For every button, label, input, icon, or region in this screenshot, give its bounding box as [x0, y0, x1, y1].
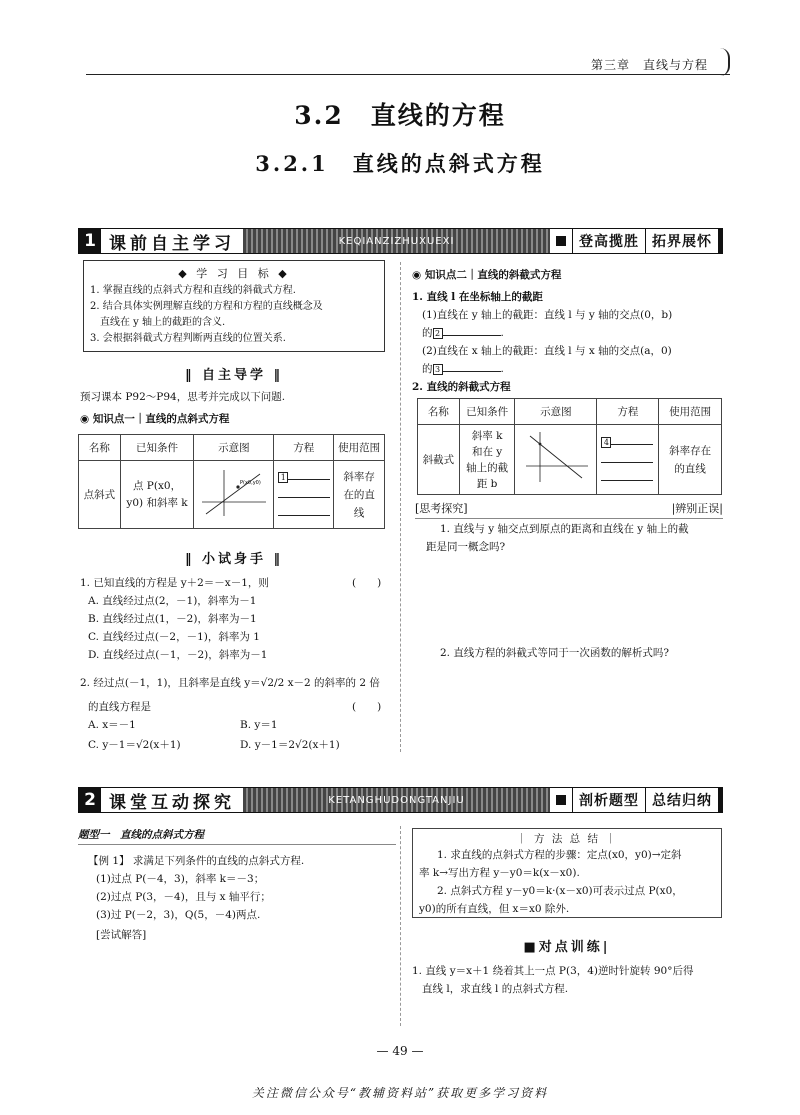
- row-condition: 点 P(x0，y0) 和斜率 k: [120, 461, 194, 529]
- q1-option: A. 直线经过点(2，－1)，斜率为－1: [88, 595, 257, 607]
- slope-intercept-table: [417, 398, 722, 495]
- kp2-text-cont: 的 2 .: [422, 324, 504, 342]
- banner-tag-1: 剖析题型: [572, 788, 645, 812]
- answer-blank: [443, 360, 501, 372]
- table-header: 示意图: [515, 399, 597, 425]
- blank-number: 4: [601, 437, 611, 448]
- q2-option: B. y＝1: [240, 719, 278, 731]
- try-answer-label: [尝试解答]: [96, 929, 147, 941]
- table-header: 名称: [418, 399, 460, 425]
- knowledge-point-2: ◉ 知识点二｜直线的斜截式方程: [412, 269, 562, 281]
- knowledge-point-1: ◉ 知识点一｜直线的点斜式方程: [80, 413, 230, 425]
- goal-item: 直线在 y 轴上的截距的含义.: [90, 317, 226, 328]
- diagram-point-label: P(x0,y0): [239, 480, 261, 486]
- kp2-subtitle-1: 1. 直线 l 在坐标轴上的截距: [412, 291, 543, 303]
- banner-tag-2: 拓界展怀: [645, 229, 722, 253]
- q1-option: D. 直线经过点(－1，－2)，斜率为－1: [88, 649, 268, 661]
- row-diagram: [515, 425, 597, 495]
- example-item: (3)过 P(－2，3)，Q(5，－4)两点.: [96, 909, 261, 921]
- method-title: ｜ 方 法 总 结 ｜: [516, 833, 618, 845]
- blank-number: 2: [433, 328, 443, 339]
- banner-title: 课前自主学习: [109, 233, 235, 254]
- banner-number: 2: [79, 788, 101, 812]
- table-header: 使用范围: [659, 399, 722, 425]
- banner-roman: KEQIANZIZHUXUEXI: [243, 229, 550, 253]
- kp2-subtitle-2: 2. 直线的斜截式方程: [412, 381, 511, 393]
- think-explore-block: [415, 500, 723, 519]
- header-bracket-ornament: [720, 48, 730, 76]
- method-summary-box: [412, 828, 722, 918]
- table-header: 方程: [597, 399, 659, 425]
- banner-pre-class-study: [78, 228, 723, 254]
- type-1-header: [78, 826, 396, 845]
- think-label: [思考探究]: [415, 502, 468, 515]
- column-divider: [400, 262, 401, 752]
- row-range: 斜率存在的直线: [334, 461, 385, 529]
- practice-heading: ‖ 小试身手 ‖: [184, 552, 284, 567]
- chapter-header: 第三章 直线与方程: [590, 58, 708, 72]
- blank-number: 3: [433, 364, 443, 375]
- method-line: 2. 点斜式方程 y－y0＝k·(x－x0)可表示过点 P(x0，: [437, 885, 683, 897]
- row-equation: [274, 461, 334, 529]
- banner-square-icon: [556, 236, 566, 246]
- answer-blank: [443, 324, 501, 336]
- point-slope-diagram: [198, 468, 270, 518]
- row-name: 斜截式: [418, 425, 460, 495]
- subsection-title: 3.2.1 直线的点斜式方程: [255, 151, 545, 176]
- answer-blank: [601, 469, 653, 481]
- banner-tag-2: 总结归纳: [645, 788, 722, 812]
- goal-item: 2. 结合具体实例理解直线的方程和方程的直线概念及: [90, 301, 323, 312]
- blank-number: 1: [278, 472, 288, 483]
- kp2-text: 的: [422, 327, 433, 339]
- question-1: 1. 已知直线的方程是 y＋2＝－x－1，则: [80, 577, 269, 589]
- learning-goals-box: [83, 260, 385, 352]
- section-title: 3.2 直线的方程: [294, 101, 506, 130]
- answer-blank: [278, 486, 330, 498]
- answer-blank: [278, 504, 330, 516]
- banner-tag-1: 登高揽胜: [572, 229, 645, 253]
- q2-option: A. x＝－1: [88, 719, 136, 731]
- answer-blank: [288, 468, 330, 480]
- question-2: 2. 经过点(－1，1)，且斜率是直线 y＝√2/2 x－2 的斜率的 2 倍: [80, 677, 380, 689]
- table-header: 已知条件: [459, 399, 515, 425]
- banner-number: 1: [79, 229, 101, 253]
- self-guide-heading: ‖ 自主导学 ‖: [184, 368, 284, 383]
- table-header: 使用范围: [334, 435, 385, 461]
- banner-class-interaction: [78, 787, 723, 813]
- q1-option: C. 直线经过点(－2，－1)，斜率为 1: [88, 631, 260, 643]
- training-question-1-cont: 直线 l，求直线 l 的点斜式方程.: [422, 983, 569, 995]
- table-header: 示意图: [194, 435, 274, 461]
- header-rule: [86, 74, 730, 75]
- answer-blank: [601, 451, 653, 463]
- slope-intercept-diagram: [520, 430, 592, 486]
- banner-roman: KETANGHUDONGTANJIU: [243, 788, 550, 812]
- example-item: (2)过点 P(3，－4)，且与 x 轴平行；: [96, 891, 271, 903]
- table-header: 已知条件: [120, 435, 194, 461]
- answer-blank: [611, 433, 653, 445]
- goals-title: ◆ 学 习 目 标 ◆: [178, 267, 290, 280]
- example-1: 【例 1】 求满足下列条件的直线的点斜式方程.: [88, 855, 305, 867]
- method-line: 率 k→写出方程 y－y0＝k(x－x0).: [419, 867, 580, 879]
- point-slope-table: [78, 434, 385, 529]
- goal-item: 3. 会根据斜截式方程判断两直线的位置关系.: [90, 333, 286, 344]
- method-line: 1. 求直线的点斜式方程的步骤：定点(x0，y0)→定斜: [437, 849, 682, 861]
- row-diagram: [194, 461, 274, 529]
- row-name: 点斜式: [79, 461, 121, 529]
- banner-title: 课堂互动探究: [109, 792, 235, 813]
- think-bar: [415, 500, 723, 519]
- row-condition: 斜率 k 和在 y 轴上的截距 b: [459, 425, 515, 495]
- goal-item: 1. 掌握直线的点斜式方程和直线的斜截式方程.: [90, 285, 296, 296]
- think-question-1-cont: 距是同一概念吗?: [426, 541, 506, 553]
- kp2-text-cont: 的 3 .: [422, 360, 504, 378]
- row-range: 斜率存在的直线: [659, 425, 722, 495]
- banner-square-icon: [556, 795, 566, 805]
- type-1-title: 题型一 直线的点斜式方程: [78, 829, 204, 841]
- q2-option: C. y－1＝√2(x＋1): [88, 739, 181, 751]
- q2-option: D. y－1＝2√2(x＋1): [240, 739, 340, 751]
- training-heading: ■对点训练|: [523, 940, 611, 955]
- question-2-paren: ( ): [352, 701, 382, 713]
- method-line: y0)的所有直线，但 x＝x0 除外.: [419, 903, 570, 915]
- kp2-text: 的: [422, 363, 433, 375]
- table-header: 名称: [79, 435, 121, 461]
- guide-intro: 预习课本 P92～P94，思考并完成以下问题.: [80, 391, 286, 403]
- question-1-paren: ( ): [352, 577, 382, 589]
- example-item: (1)过点 P(－4，3)，斜率 k＝－3；: [96, 873, 265, 885]
- kp2-text: (2)直线在 x 轴上的截距：直线 l 与 x 轴的交点(a，0): [422, 345, 672, 357]
- row-equation: [597, 425, 659, 495]
- think-question-2: 2. 直线方程的斜截式等同于一次函数的解析式吗?: [440, 647, 669, 659]
- think-question-1: 1. 直线与 y 轴交点到原点的距离和直线在 y 轴上的截: [440, 523, 689, 535]
- column-divider-2: [400, 826, 401, 1026]
- footer-note: 关注微信公众号“教辅资料站”获取更多学习资料: [251, 1086, 549, 1100]
- think-right-label: |辨别正误|: [671, 502, 723, 515]
- table-header: 方程: [274, 435, 334, 461]
- page-number: — 49 —: [376, 1044, 424, 1058]
- kp2-text: (1)直线在 y 轴上的截距：直线 l 与 y 轴的交点(0，b): [422, 309, 673, 321]
- q1-option: B. 直线经过点(1，－2)，斜率为－1: [88, 613, 257, 625]
- training-question-1: 1. 直线 y＝x＋1 绕着其上一点 P(3，4)逆时针旋转 90°后得: [412, 965, 694, 977]
- question-2-cont: 的直线方程是: [88, 701, 151, 713]
